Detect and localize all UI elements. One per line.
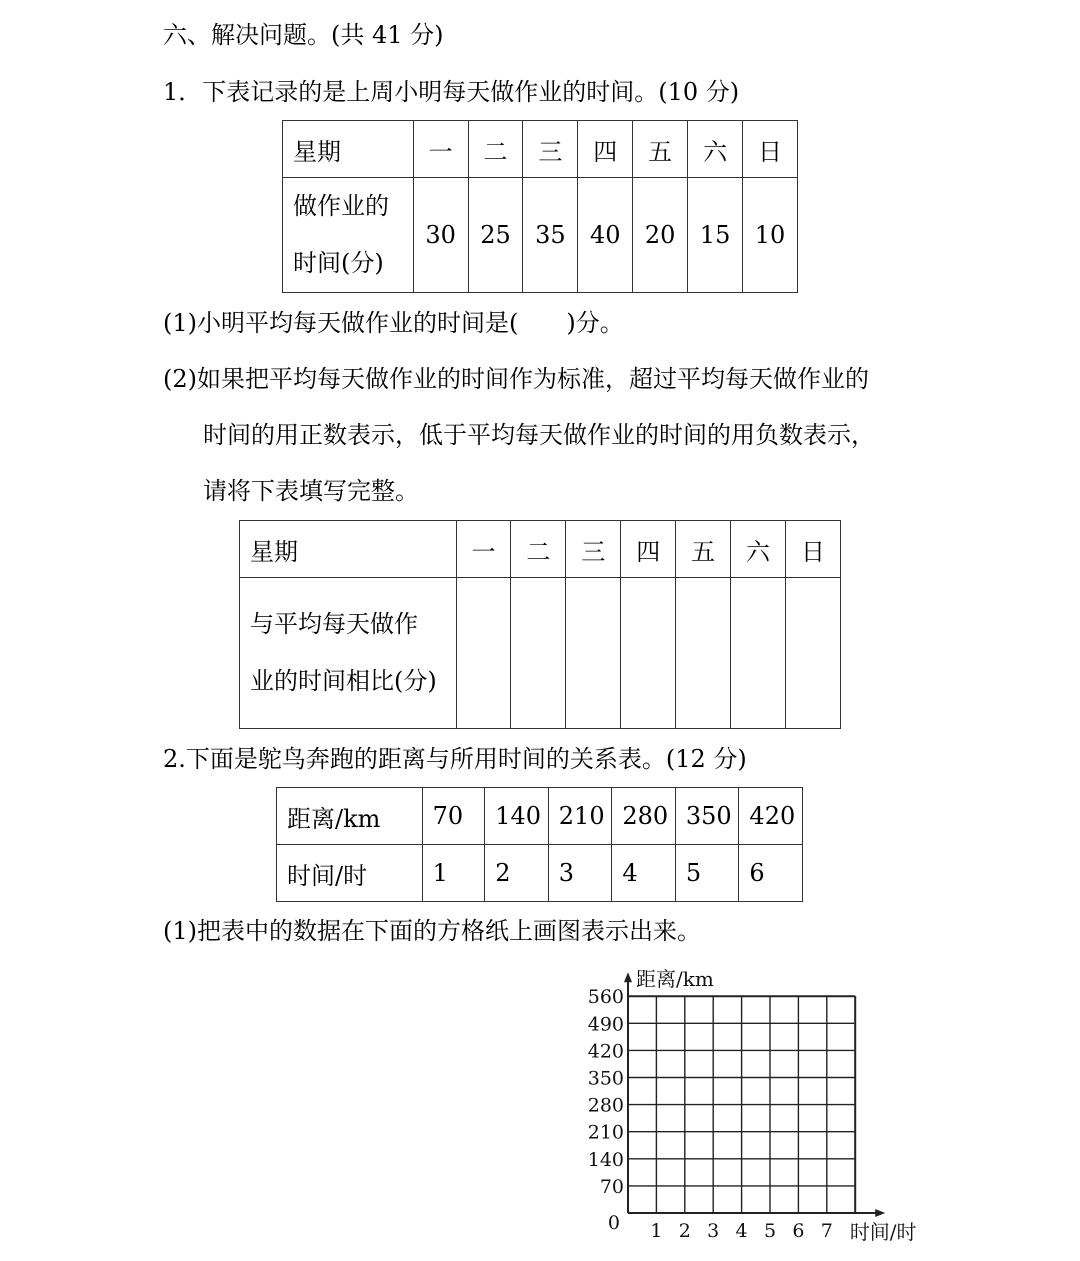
y-tick-label: 350 [587,1067,624,1090]
table-row [277,845,803,902]
q1-sub2-line3: 请将下表填写完整。 [203,477,419,505]
comparison-table [239,520,841,729]
table-row [277,788,803,845]
table-cell: 三 [566,521,621,578]
answer-cell[interactable] [456,578,511,729]
y-tick-label: 560 [587,986,624,1009]
table-cell: 420 [739,788,803,845]
x-tick-label: 2 [678,1220,691,1242]
graph-paper-chart[interactable] [0,941,1080,1261]
section-title: 六、解决问题。(共 41 分) [163,21,444,49]
q2-sub1: (1)把表中的数据在下面的方格纸上画图表示出来。 [163,917,701,945]
q1-title: 1．下表记录的是上周小明每天做作业的时间。(10 分) [163,78,740,106]
table-cell: 30 [413,178,468,293]
answer-cell[interactable] [731,578,786,729]
y-tick-label: 70 [599,1175,624,1198]
q1-sub1: (1)小明平均每天做作业的时间是( )分。 [163,309,624,337]
y-tick-label: 420 [587,1040,624,1063]
table-cell: 四 [578,121,633,178]
table-cell: 40 [578,178,633,293]
table-cell: 三 [523,121,578,178]
table-header-cell [283,178,414,293]
table-cell: 15 [688,178,743,293]
x-tick-label: 1 [650,1220,663,1242]
origin-label: 0 [607,1212,620,1234]
y-axis-arrow-icon [624,972,632,982]
table-cell: 六 [731,521,786,578]
table-cell: 2 [485,845,549,902]
row-label-line: 时间(分) [293,249,384,277]
x-tick-label: 7 [820,1220,833,1242]
table-cell: 日 [743,121,798,178]
table-cell: 70 [422,788,485,845]
x-tick-label: 3 [707,1220,720,1242]
table-cell: 6 [739,845,803,902]
x-tick-label: 4 [735,1220,748,1242]
table-cell: 4 [612,845,676,902]
table-cell: 5 [675,845,739,902]
table-header-cell: 时间/时 [277,845,423,902]
x-axis-label: 时间/时 [849,1220,917,1244]
table-header-cell: 距离/km [277,788,423,845]
table-cell: 3 [548,845,612,902]
q1-sub2-line1: (2)如果把平均每天做作业的时间作为标准，超过平均每天做作业的 [163,365,869,393]
row-label-line: 做作业的 [293,192,389,220]
row-label-line: 业的时间相比(分) [250,667,437,695]
ostrich-table [276,787,803,902]
y-tick-label: 490 [587,1013,624,1036]
table-cell: 二 [468,121,523,178]
row-label-line: 与平均每天做作 [250,610,418,638]
x-tick-label: 6 [792,1220,805,1242]
table-cell: 日 [786,521,841,578]
table-cell: 四 [621,521,676,578]
answer-cell[interactable] [676,578,731,729]
q2-title: 2.下面是鸵鸟奔跑的距离与所用时间的关系表。(12 分) [163,745,747,773]
table-cell: 六 [688,121,743,178]
y-tick-label: 210 [587,1121,624,1144]
table-cell: 280 [612,788,676,845]
answer-cell[interactable] [566,578,621,729]
homework-time-table [282,120,798,293]
answer-cell[interactable] [786,578,841,729]
x-axis-arrow-icon [875,1209,885,1217]
table-cell: 25 [468,178,523,293]
table-row [283,121,798,178]
table-cell: 20 [633,178,688,293]
y-tick-label: 140 [587,1148,624,1171]
table-cell: 140 [485,788,549,845]
table-cell: 210 [548,788,612,845]
answer-cell[interactable] [511,578,566,729]
tick-labels [588,967,917,1244]
axes [624,972,885,1217]
table-cell: 一 [456,521,511,578]
table-cell: 350 [675,788,739,845]
table-header-cell: 星期 [240,521,457,578]
table-cell: 五 [676,521,731,578]
q1-sub2-line2: 时间的用正数表示，低于平均每天做作业的时间的用负数表示， [203,421,875,449]
table-header-cell [240,578,457,729]
answer-cell[interactable] [621,578,676,729]
table-cell: 1 [422,845,485,902]
table-row [240,521,841,578]
y-tick-label: 280 [587,1094,624,1117]
table-cell: 二 [511,521,566,578]
table-cell: 一 [413,121,468,178]
x-tick-label: 5 [763,1220,777,1242]
y-axis-label: 距离/km [636,967,714,992]
table-header-cell: 星期 [283,121,414,178]
table-row [240,578,841,729]
table-cell: 35 [523,178,578,293]
table-row [283,178,798,293]
table-cell: 10 [743,178,798,293]
grid-lines [628,996,855,1213]
table-cell: 五 [633,121,688,178]
